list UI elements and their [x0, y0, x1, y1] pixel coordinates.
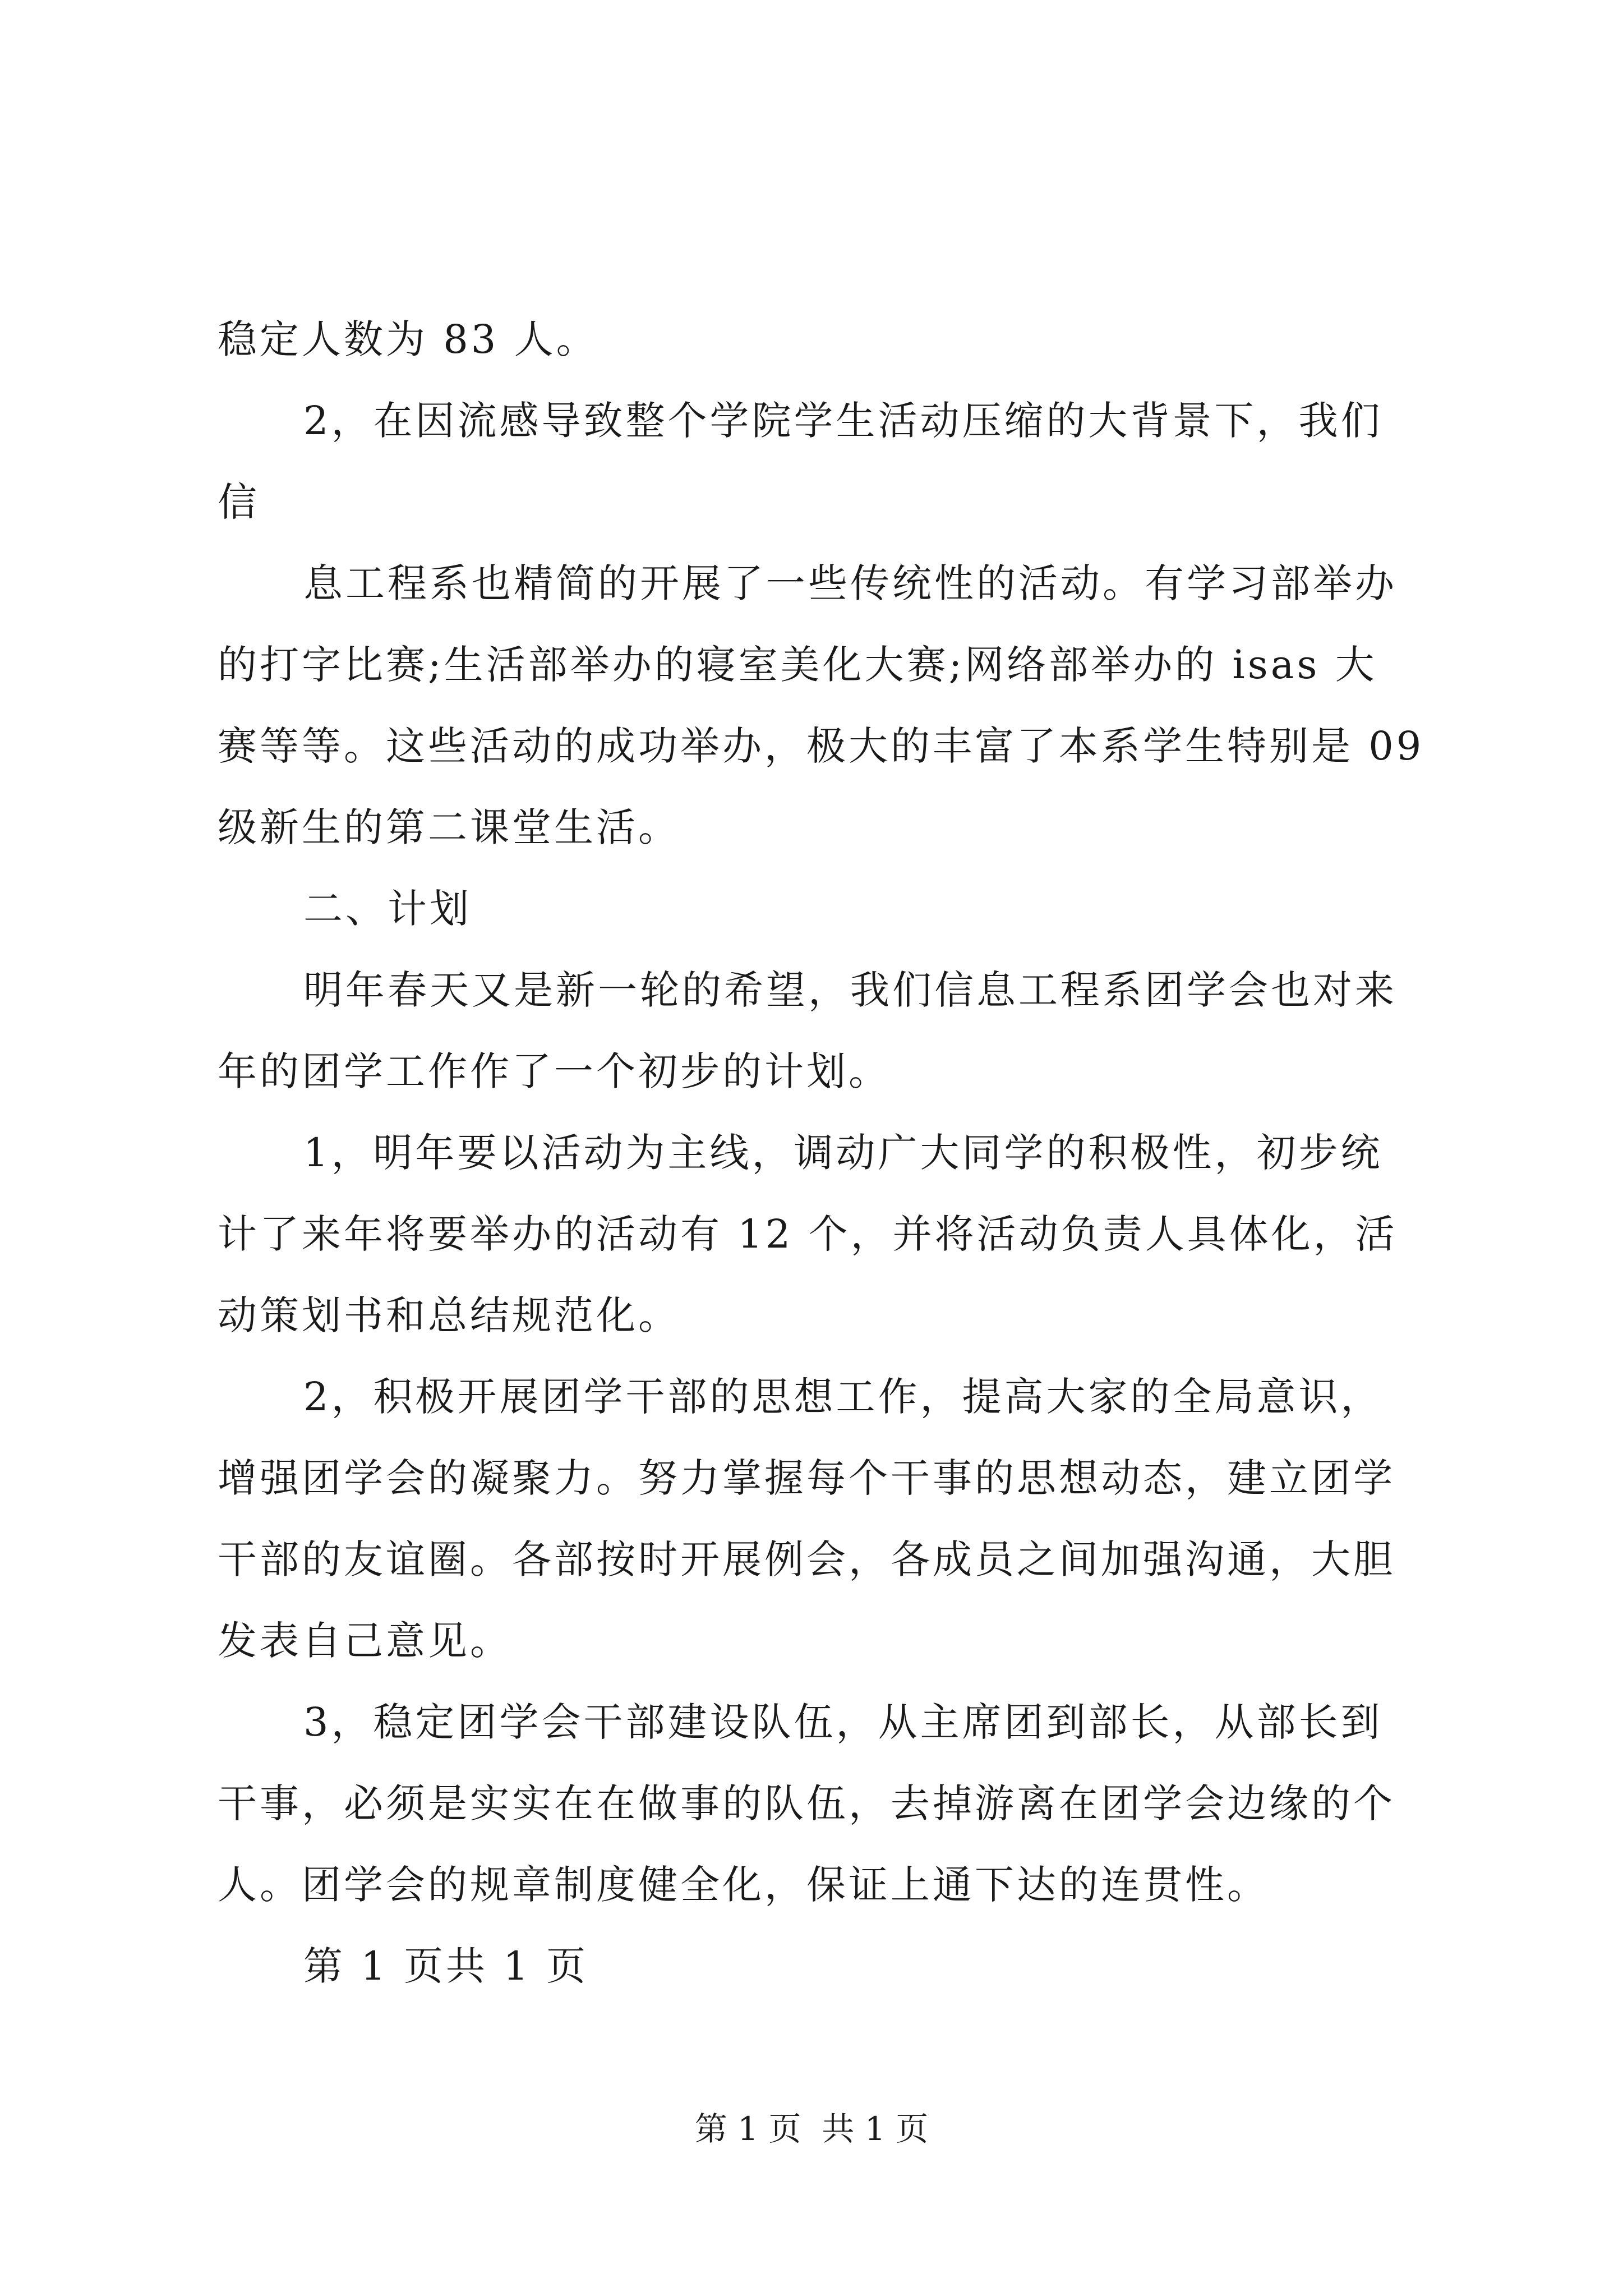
body-line: 计了来年将要举办的活动有 12 个，并将活动负责人具体化，活 — [218, 1211, 1398, 1257]
body-line: 信 — [218, 479, 260, 525]
page-footer: 第 1 页 共 1 页 — [694, 2110, 929, 2148]
body-line: 赛等等。这些活动的成功举办，极大的丰富了本系学生特别是 09 — [218, 723, 1424, 769]
body-line: 3，稳定团学会干部建设队伍，从主席团到部长，从部长到 — [303, 1699, 1383, 1745]
body-line: 增强团学会的凝聚力。努力掌握每个干事的思想动态，建立团学 — [218, 1455, 1395, 1501]
body-line: 2，在因流感导致整个学院学生活动压缩的大背景下，我们 — [303, 398, 1383, 444]
body-line: 年的团学工作作了一个初步的计划。 — [218, 1048, 891, 1094]
body-line: 的打字比赛;生活部举办的寝室美化大赛;网络部举办的 isas 大 — [218, 642, 1377, 688]
body-line: 息工程系也精简的开展了一些传统性的活动。有学习部举办 — [303, 560, 1397, 606]
body-line: 2，积极开展团学干部的思想工作，提高大家的全局意识， — [303, 1374, 1383, 1420]
body-line: 稳定人数为 83 人。 — [218, 316, 598, 362]
body-line: 1，明年要以活动为主线，调动广大同学的积极性，初步统 — [303, 1130, 1383, 1176]
body-line: 干事，必须是实实在在做事的队伍，去掉游离在团学会边缘的个 — [218, 1780, 1395, 1826]
body-line: 干部的友谊圈。各部按时开展例会，各成员之间加强沟通，大胆 — [218, 1536, 1395, 1582]
inline-page-number: 第 1 页共 1 页 — [303, 1943, 589, 1989]
body-line: 明年春天又是新一轮的希望，我们信息工程系团学会也对来 — [303, 967, 1397, 1013]
body-line: 级新生的第二课堂生活。 — [218, 804, 680, 850]
body-line: 发表自己意见。 — [218, 1618, 512, 1664]
body-line: 人。团学会的规章制度健全化，保证上通下达的连贯性。 — [218, 1862, 1269, 1908]
body-line: 动策划书和总结规范化。 — [218, 1292, 680, 1338]
section-heading: 二、计划 — [303, 886, 472, 932]
